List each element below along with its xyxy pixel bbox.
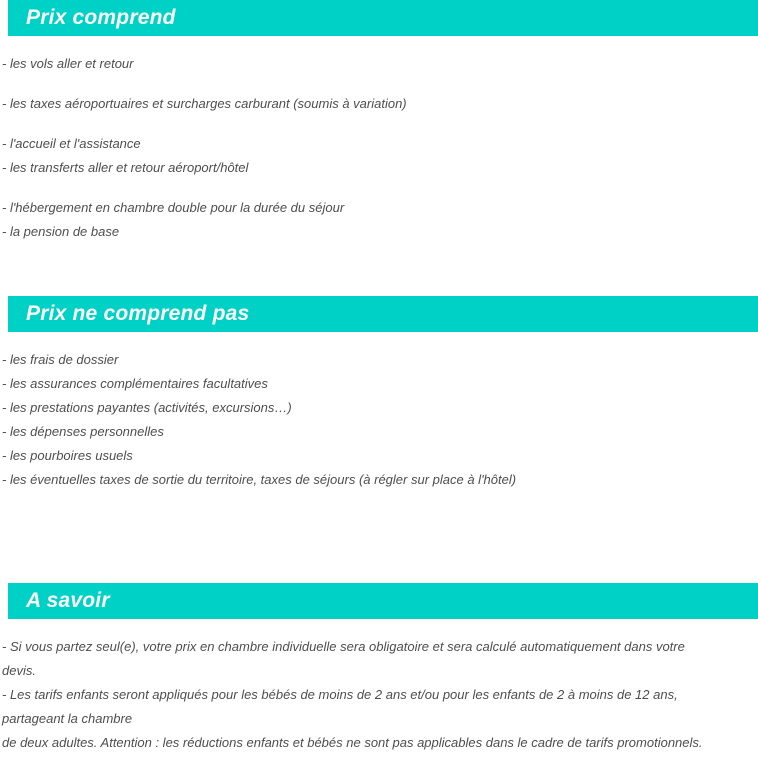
list-line: - l'accueil et l'assistance — [2, 136, 141, 151]
note-line: - Les tarifs enfants seront appliqués pour les bébés de moins de 2 ans et/ou pour les enfants de 2 à moins de 12 ans, — [2, 687, 678, 702]
paragraph — [2, 635, 758, 755]
section-prix-comprend — [0, 0, 758, 244]
section-header-a-savoir — [8, 583, 758, 619]
section-a-savoir — [0, 583, 758, 755]
section-content-prix-comprend — [2, 52, 758, 244]
list-line: - les éventuelles taxes de sortie du territoire, taxes de séjours (à régler sur place à l'hôtel) — [2, 472, 517, 487]
list-line: - les transferts aller et retour aéroport/hôtel — [2, 160, 249, 175]
section-title: A savoir — [26, 589, 110, 612]
list-line: - les prestations payantes (activités, excursions…) — [2, 400, 292, 415]
section-title: Prix ne comprend pas — [26, 302, 250, 325]
paragraph — [2, 196, 758, 244]
list-line: - les dépenses personnelles — [2, 424, 164, 439]
list-line: - les assurances complémentaires facultatives — [2, 376, 268, 391]
list-line: - les frais de dossier — [2, 352, 119, 367]
section-header-prix-ne-comprend-pas — [8, 296, 758, 332]
note-line: de deux adultes. Attention : les réductions enfants et bébés ne sont pas applicables dans le cadre de tarifs promotionnels. — [2, 735, 703, 750]
list-line: - les taxes aéroportuaires et surcharges carburant (soumis à variation) — [2, 96, 407, 111]
section-content-prix-ne-comprend-pas — [2, 348, 758, 492]
list-line: - les vols aller et retour — [2, 56, 134, 71]
list-line: - l'hébergement en chambre double pour la durée du séjour — [2, 200, 345, 215]
section-title: Prix comprend — [26, 6, 176, 29]
paragraph — [2, 52, 758, 76]
paragraph — [2, 132, 758, 180]
list-line: - les pourboires usuels — [2, 448, 133, 463]
paragraph — [2, 92, 758, 116]
note-line: devis. — [2, 663, 36, 678]
list-line: - la pension de base — [2, 224, 120, 239]
note-line: partageant la chambre — [2, 711, 133, 726]
section-prix-ne-comprend-pas — [0, 296, 758, 492]
note-line: - Si vous partez seul(e), votre prix en chambre individuelle sera obligatoire et sera calculé automatiquement dans votre — [2, 639, 685, 654]
section-content-a-savoir — [2, 635, 758, 755]
section-header-prix-comprend — [8, 0, 758, 36]
paragraph — [2, 348, 758, 492]
